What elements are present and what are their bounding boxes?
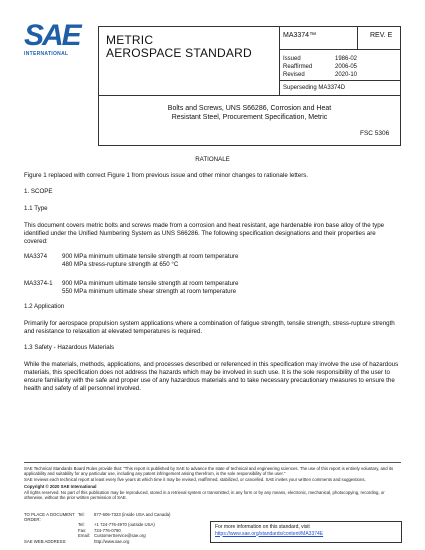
- footer-divider: [24, 462, 401, 463]
- logo-mark: SAE: [24, 19, 80, 52]
- rationale-text: Figure 1 replaced with correct Figure 1 from previous issue and other minor changes to rationale letters.: [24, 172, 309, 179]
- issue-dates: Issued 1986-02 Reaffirmed 2006-05 Revised 2020-10: [283, 56, 358, 78]
- standard-link[interactable]: https://www.sae.org/standards/content/MA3374E: [215, 530, 324, 537]
- rationale-heading: RATIONALE: [195, 156, 230, 163]
- fsc-code: FSC 5306: [360, 130, 390, 137]
- sae-logo: [24, 19, 90, 57]
- section-1-1-text: This document covers metric bolts and screws made from a corrosion and heat resistant, age hardenable iron base alloy of the type identified under the Unified Numbering System as UNS S66286. The following specification designations and their properties are covered:: [24, 222, 385, 245]
- designation-1-properties: 900 MPa minimum ultimate tensile strength at room temperature 480 MPa stress-rupture strength at 650 °C: [62, 253, 239, 268]
- section-1-heading: 1. SCOPE: [24, 188, 53, 195]
- designation-2-properties: 900 MPa minimum ultimate tensile strength at room temperature 550 MPa minimum ultimate shear strength at room temperature: [62, 280, 239, 295]
- section-1-2-text: Primarily for aerospace propulsion system applications where a combination of fatigue strength, tensile strength, stress-rupture strength and resistance to relaxation at elevated temperatures is required.: [24, 320, 395, 335]
- superseding-note: Superseding MA3374D: [283, 85, 346, 91]
- standard-title: METRIC AEROSPACE STANDARD: [106, 33, 252, 60]
- designation-2-code: MA3374-1: [24, 280, 53, 287]
- section-1-1-heading: 1.1 Type: [24, 205, 48, 212]
- footer-legal: SAE Technical Standards Board Rules provide that: "This report is published by SAE to advance the state of technical and engineering sciences. The use of this report is entirely voluntary, and its applicability and suitability for any particular use, including any patent infringement arising therefrom, is the sole responsibility of the user." SAE reviews each technical report at least every five years at which time it may be revised, reaffirmed, stabilized, or cancelled. SAE invites your written comments and suggestions. Copyright © 2020 SAE International All rights reserved. No part of this publication may be reproduced, stored in a retrieval system or transmitted, in any form or by any means, electronic, mechanical, photocopying, recording, or otherwise, without the prior written permission of SAE.: [24, 466, 394, 501]
- section-1-3-heading: 1.3 Safety - Hazardous Materials: [24, 344, 115, 351]
- standard-info-box: For more information on this standard, visit https://www.sae.org/standards/content/MA3374E: [210, 521, 402, 543]
- document-number: MA3374™: [283, 32, 317, 39]
- logo-subtitle: INTERNATIONAL: [24, 51, 69, 57]
- designation-1-code: MA3374: [24, 253, 48, 260]
- order-info: TO PLACE A DOCUMENT ORDER: Tel: 877-606-7323 (inside USA and Canada) Tel: +1 724-776-4970 (outside USA) Fax: 724-776-0790 Email: CustomerService@sae.org SAE WEB ADDRESS: http://www.sae.org: [24, 512, 171, 545]
- document-subject: Bolts and Screws, UNS S66286, Corrosion and Heat Resistant Steel, Procurement Specification, Metric: [167, 105, 332, 121]
- section-1-3-text: While the materials, methods, applications, and processes described or referenced in this specification may involve the use of hazardous materials, this specification does not address the hazards which may be involved in such use. It is the sole responsibility of the user to ensure familiarity with the safe and proper use of any hazardous materials and to take necessary precautionary measures to ensure the health and safety of all personnel involved.: [24, 361, 399, 392]
- revision-label: REV. E: [370, 32, 393, 39]
- section-1-2-heading: 1.2 Application: [24, 303, 65, 310]
